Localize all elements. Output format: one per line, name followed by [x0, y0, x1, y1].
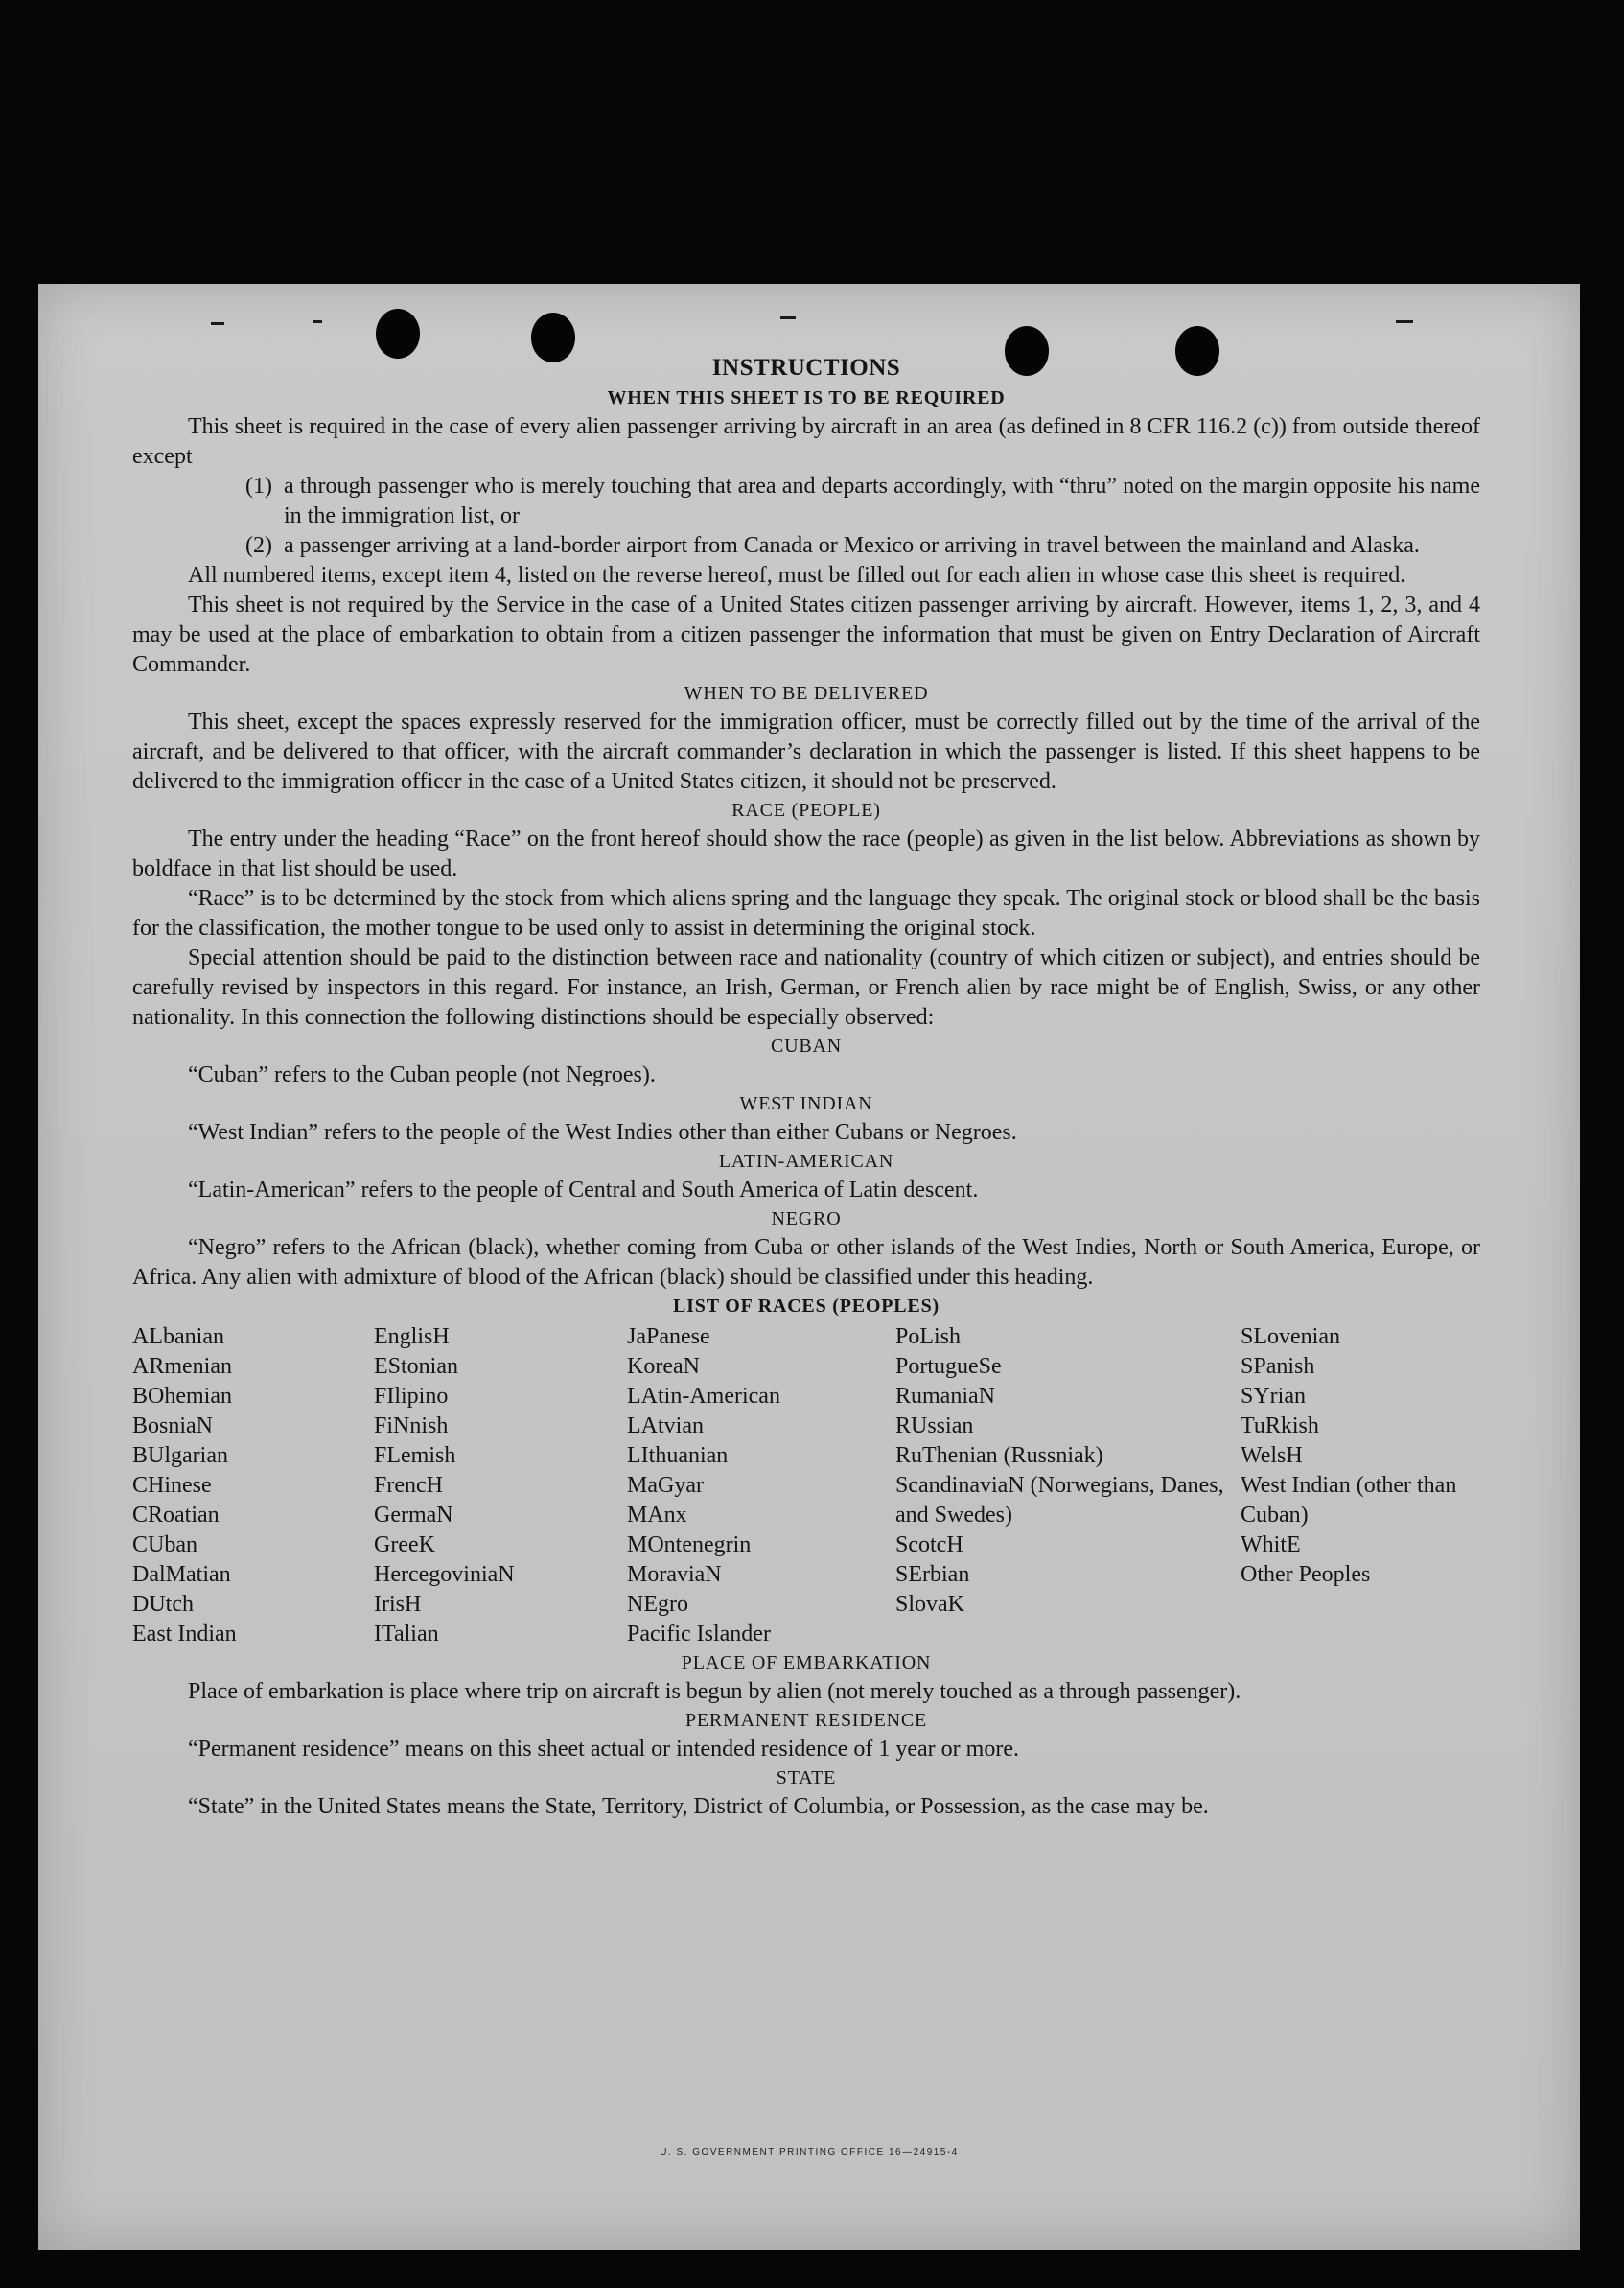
- section-heading: PLACE OF EMBARKATION: [681, 1652, 932, 1673]
- races-column: [895, 1322, 1241, 1649]
- race-entry: WelsH: [1241, 1443, 1303, 1468]
- race-entry: Other Peoples: [1241, 1562, 1371, 1587]
- race-entry: RumaniaN: [895, 1384, 995, 1409]
- instruction-sections: [132, 385, 1480, 1293]
- section-paragraph: “Latin-American” refers to the people of Central and South America of Latin descent.: [188, 1178, 979, 1202]
- race-entry: FiNnish: [374, 1413, 449, 1438]
- races-column: [1241, 1322, 1480, 1649]
- document-body: [132, 353, 1480, 1822]
- race-entry: KoreaN: [627, 1354, 700, 1379]
- section-heading: RACE (PEOPLE): [731, 800, 881, 821]
- section-paragraph: “State” in the United States means the State, Territory, District of Columbia, or Possession, as the case may be.: [188, 1794, 1209, 1819]
- section-heading: NEGRO: [771, 1208, 842, 1229]
- printer-line: U. S. GOVERNMENT PRINTING OFFICE 16—24915-4: [660, 2147, 959, 2158]
- race-entry: Pacific Islander: [627, 1622, 771, 1646]
- race-entry: RuThenian (Russniak): [895, 1443, 1103, 1468]
- section-paragraph: “West Indian” refers to the people of the West Indies other than either Cubans or Negroes.: [188, 1120, 1017, 1145]
- section-paragraph: Place of embarkation is place where trip on aircraft is begun by alien (not merely touched as a through passenger).: [188, 1679, 1241, 1704]
- race-entry: IrisH: [374, 1592, 422, 1617]
- section-paragraph: All numbered items, except item 4, listed on the reverse hereof, must be filled out for each alien in whose case this sheet is required.: [188, 563, 1406, 588]
- races-heading: LIST OF RACES (PEOPLES): [673, 1296, 940, 1317]
- race-entry: ITalian: [374, 1622, 439, 1646]
- race-entry: RUssian: [895, 1413, 974, 1438]
- section-heading: LATIN-AMERICAN: [718, 1151, 894, 1172]
- section-paragraph: Special attention should be paid to the distinction between race and nationality (country of which citizen or subject), and entries should be carefully revised by inspectors in this regard. For instance, an Irish, German, or French alien by race might be of English, Swiss, or any other nationality. In this connection the following distinctions should be especially observed:: [132, 946, 1480, 1030]
- section-intro: This sheet is required in the case of every alien passenger arriving by aircraft in an area (as defined in 8 CFR 116.2 (c)) from outside thereof except: [132, 414, 1480, 469]
- section-paragraph: “Negro” refers to the African (black), whether coming from Cuba or other islands of the West Indies, North or South America, Europe, or Africa. Any alien with admixture of blood of the African (black) should be classified under this heading.: [132, 1235, 1480, 1290]
- race-entry: WhitE: [1241, 1532, 1301, 1557]
- race-entry: BOhemian: [132, 1384, 232, 1409]
- race-entry: BosniaN: [132, 1413, 213, 1438]
- race-entry: CUban: [132, 1532, 197, 1557]
- race-entry: BUlgarian: [132, 1443, 228, 1468]
- closing-sections: [132, 1649, 1480, 1822]
- section-paragraph: This sheet, except the spaces expressly reserved for the immigration officer, must be correctly filled out by the time of the arrival of the aircraft, and be delivered to that officer, with the aircraft commander’s declaration in which the passenger is listed. If this sheet happens to be delivered to the immigration officer in the case of a United States citizen, it should not be preserved.: [132, 710, 1480, 794]
- race-entry: LAtin-American: [627, 1384, 780, 1409]
- race-entry: West Indian (other than Cuban): [1241, 1473, 1457, 1528]
- race-entry: DalMatian: [132, 1562, 231, 1587]
- section-heading: WHEN THIS SHEET IS TO BE REQUIRED: [607, 387, 1006, 409]
- race-entry: ALbanian: [132, 1324, 224, 1349]
- race-entry: FrencH: [374, 1473, 443, 1498]
- section-heading: WHEN TO BE DELIVERED: [684, 683, 929, 704]
- section-heading: CUBAN: [770, 1036, 842, 1057]
- item-number: (1): [245, 474, 272, 499]
- races-column: [627, 1322, 895, 1649]
- race-entry: SErbian: [895, 1562, 970, 1587]
- race-entry: FIlipino: [374, 1384, 449, 1409]
- race-entry: ARmenian: [132, 1354, 232, 1379]
- race-entry: NEgro: [627, 1592, 688, 1617]
- item-text: a through passenger who is merely touching that area and departs accordingly, with “thru” noted on the margin opposite his name in the immigration list, or: [284, 474, 1480, 528]
- scan-speck: [313, 320, 322, 323]
- item-text: a passenger arriving at a land-border airport from Canada or Mexico or arriving in travel between the mainland and Alaska.: [284, 533, 1420, 558]
- race-entry: CRoatian: [132, 1503, 220, 1528]
- race-entry: ScandinaviaN (Norwegians, Danes, and Swedes): [895, 1473, 1224, 1528]
- document-title: INSTRUCTIONS: [711, 355, 901, 381]
- exception-item: [132, 531, 1480, 561]
- section-paragraph: “Race” is to be determined by the stock from which aliens spring and the language they speak. The original stock or blood shall be the basis for the classification, the mother tongue to be used only to assist in determining the original stock.: [132, 886, 1480, 941]
- section-heading: WEST INDIAN: [739, 1093, 873, 1114]
- section-heading: STATE: [776, 1767, 837, 1788]
- race-entry: DUtch: [132, 1592, 194, 1617]
- section-paragraph: This sheet is not required by the Service in the case of a United States citizen passenger arriving by aircraft. However, items 1, 2, 3, and 4 may be used at the place of embarkation to obtain from a citizen passenger the information that must be given on Entry Declaration of Aircraft Commander.: [132, 593, 1480, 677]
- race-entry: SLovenian: [1241, 1324, 1340, 1349]
- race-entry: GermaN: [374, 1503, 453, 1528]
- races-column: [374, 1322, 627, 1649]
- race-entry: EnglisH: [374, 1324, 450, 1349]
- race-entry: EStonian: [374, 1354, 458, 1379]
- scan-speck: [211, 322, 224, 325]
- section-heading: PERMANENT RESIDENCE: [684, 1710, 928, 1731]
- scan-speck: [1396, 320, 1413, 323]
- race-entry: MAnx: [627, 1503, 687, 1528]
- race-entry: MoraviaN: [627, 1562, 722, 1587]
- item-number: (2): [245, 533, 272, 558]
- race-entry: TuRkish: [1241, 1413, 1319, 1438]
- section-paragraph: “Cuban” refers to the Cuban people (not Negroes).: [188, 1062, 656, 1087]
- scan-speck: [780, 316, 796, 319]
- race-entry: GreeK: [374, 1532, 435, 1557]
- race-entry: CHinese: [132, 1473, 212, 1498]
- race-entry: SYrian: [1241, 1384, 1306, 1409]
- race-entry: JaPanese: [627, 1324, 710, 1349]
- race-entry: SPanish: [1241, 1354, 1315, 1379]
- race-entry: FLemish: [374, 1443, 456, 1468]
- race-entry: East Indian: [132, 1622, 237, 1646]
- race-entry: PoLish: [895, 1324, 962, 1349]
- race-entry: MOntenegrin: [627, 1532, 752, 1557]
- race-entry: LAtvian: [627, 1413, 704, 1438]
- document-sheet: [38, 284, 1580, 2250]
- exception-item: [132, 472, 1480, 531]
- race-entry: HercegoviniaN: [374, 1562, 515, 1587]
- race-entry: LIthuanian: [627, 1443, 729, 1468]
- punch-hole: [376, 309, 420, 359]
- races-list: [132, 1322, 1480, 1649]
- races-column: [132, 1322, 374, 1649]
- race-entry: SlovaK: [895, 1592, 964, 1617]
- section-paragraph: “Permanent residence” means on this sheet actual or intended residence of 1 year or more.: [188, 1737, 1019, 1762]
- race-entry: MaGyar: [627, 1473, 704, 1498]
- race-entry: ScotcH: [895, 1532, 963, 1557]
- race-entry: PortugueSe: [895, 1354, 1002, 1379]
- section-paragraph: The entry under the heading “Race” on the front hereof should show the race (people) as given in the list below. Abbreviations as shown by boldface in that list should be used.: [132, 827, 1480, 881]
